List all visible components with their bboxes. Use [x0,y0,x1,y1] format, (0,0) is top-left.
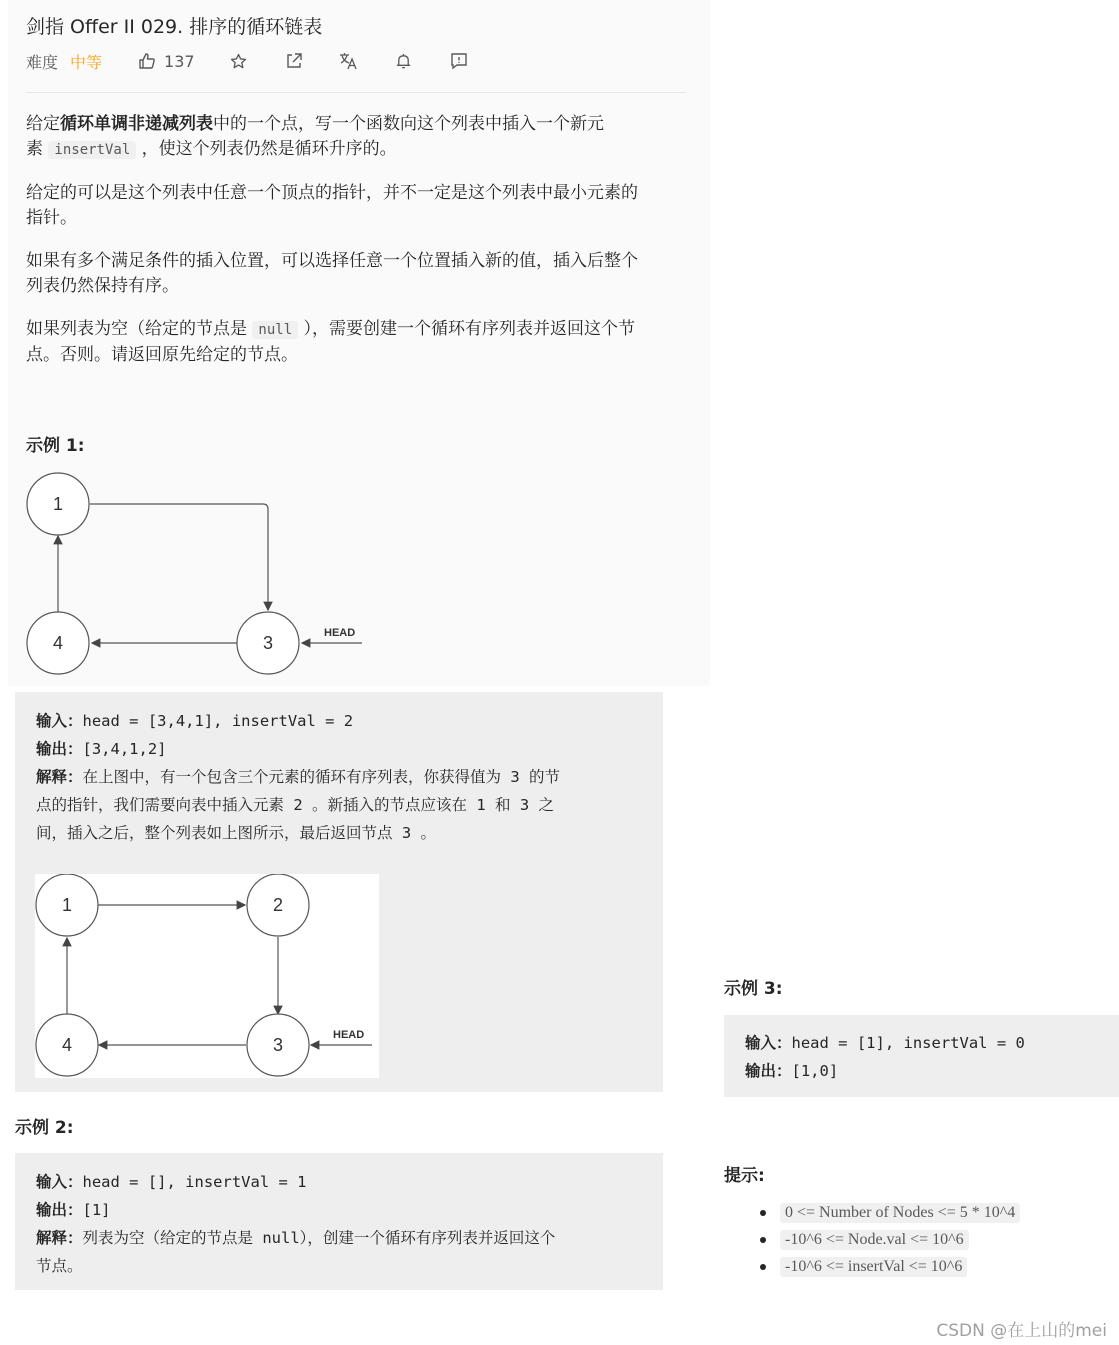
example-2-explain-2: 节点。 [36,1257,83,1275]
node-1-label: 1 [52,494,64,514]
head-label: HEAD [324,627,356,639]
head-label: HEAD [333,1029,365,1041]
node-3-label: 3 [262,633,274,653]
thumbs-up-icon [138,52,156,70]
example-3-input: head = [1], insertVal = 0 [791,1034,1025,1052]
example-1-diagram [20,470,370,680]
example-1-title: 示例 1: [26,436,85,456]
problem-title: 剑指 Offer II 029. 排序的循环链表 [26,16,323,38]
example-2-output: [1] [82,1201,111,1219]
difficulty-badge: 中等 [70,52,103,72]
hints-title: 提示: [724,1166,765,1186]
description-paragraph-4: 如果列表为空（给定的节点是 null ），需要创建一个循环有序列表并返回这个节 点。否则。请返回原先给定的节点。 [26,319,636,365]
share-button[interactable] [283,50,305,72]
example-1-explain-3: 间，插入之后，整个列表如上图所示，最后返回节点 3 。 [36,824,436,842]
difficulty-label: 难度 [26,52,59,72]
feedback-icon [450,52,468,70]
example-2-explain-1: 列表为空（给定的节点是 null），创建一个循环有序列表并返回这个 [82,1229,556,1247]
watermark: CSDN @在上山的mei [936,1321,1107,1341]
like-button[interactable] [138,52,195,71]
like-count: 137 [164,51,195,71]
node-4-label: 4 [61,1035,73,1055]
hint-item: -10^6 <= Node.val <= 10^6 [760,1230,969,1250]
hint-item: -10^6 <= insertVal <= 10^6 [760,1257,967,1277]
share-icon [285,52,303,70]
example-1-explain-2: 点的指针，我们需要向表中插入元素 2 。新插入的节点应该在 1 和 3 之 [36,796,554,814]
bullet [760,1264,766,1270]
translate-button[interactable] [338,50,360,72]
code-insertval: insertVal [48,141,136,159]
feedback-button[interactable] [448,50,470,72]
example-1-block: 输入：head = [3,4,1], insertVal = 2 输出：[3,4,1,2] 解释：在上图中，有一个包含三个元素的循环有序列表，你获得值为 3 的节 点的指针，我们需要向表中插入元素 2 。新插入的节点应该在 1 和 3 之 间，插入之后，整个列表如上图所示，最后返回节点 3 。 1 2 3 4 HEAD [15,692,663,1092]
star-icon [230,53,247,70]
example-2-block: 输入：head = [], insertVal = 1 输出：[1] 解释：列表为空（给定的节点是 null），创建一个循环有序列表并返回这个 节点。 [15,1153,663,1290]
node-4-label: 4 [52,633,64,653]
description-paragraph-1: 给定循环单调非递减列表中的一个点，写一个函数向这个列表中插入一个新元 素 insertVal ，使这个列表仍然是循环升序的。 [26,114,604,159]
example-1-input: head = [3,4,1], insertVal = 2 [82,712,354,730]
example-3-output: [1,0] [791,1062,839,1080]
title-divider [26,92,686,93]
problem-toolbar [26,49,470,73]
bell-button[interactable] [393,50,415,72]
example-1-explain-1: 在上图中，有一个包含三个元素的循环有序列表，你获得值为 3 的节 [82,768,561,786]
bullet [760,1237,766,1243]
description-paragraph-3: 如果有多个满足条件的插入位置，可以选择任意一个位置插入新的值，插入后整个 列表仍然保持有序。 [26,251,638,296]
example-1-result-diagram [35,874,379,1078]
example-1-output: [3,4,1,2] [82,740,167,758]
edge-1-to-3 [90,504,268,610]
hint-item: 0 <= Number of Nodes <= 5 * 10^4 [760,1203,1020,1223]
example-3-title: 示例 3: [724,979,783,999]
example-2-input: head = [], insertVal = 1 [82,1173,307,1191]
node-1-label: 1 [61,895,73,915]
example-2-title: 示例 2: [15,1118,74,1138]
description-paragraph-2: 给定的可以是这个列表中任意一个顶点的指针，并不一定是这个列表中最小元素的 指针。 [26,183,638,228]
code-null: null [252,321,298,339]
star-button[interactable] [228,50,250,72]
node-2-label: 2 [272,895,284,915]
translate-icon [339,52,358,71]
bold-term: 循环单调非递减列表 [60,114,213,134]
example-3-block: 输入：head = [1], insertVal = 0 输出：[1,0] [724,1015,1119,1097]
bell-icon [395,53,412,70]
node-3-label: 3 [272,1035,284,1055]
bullet [760,1210,766,1216]
